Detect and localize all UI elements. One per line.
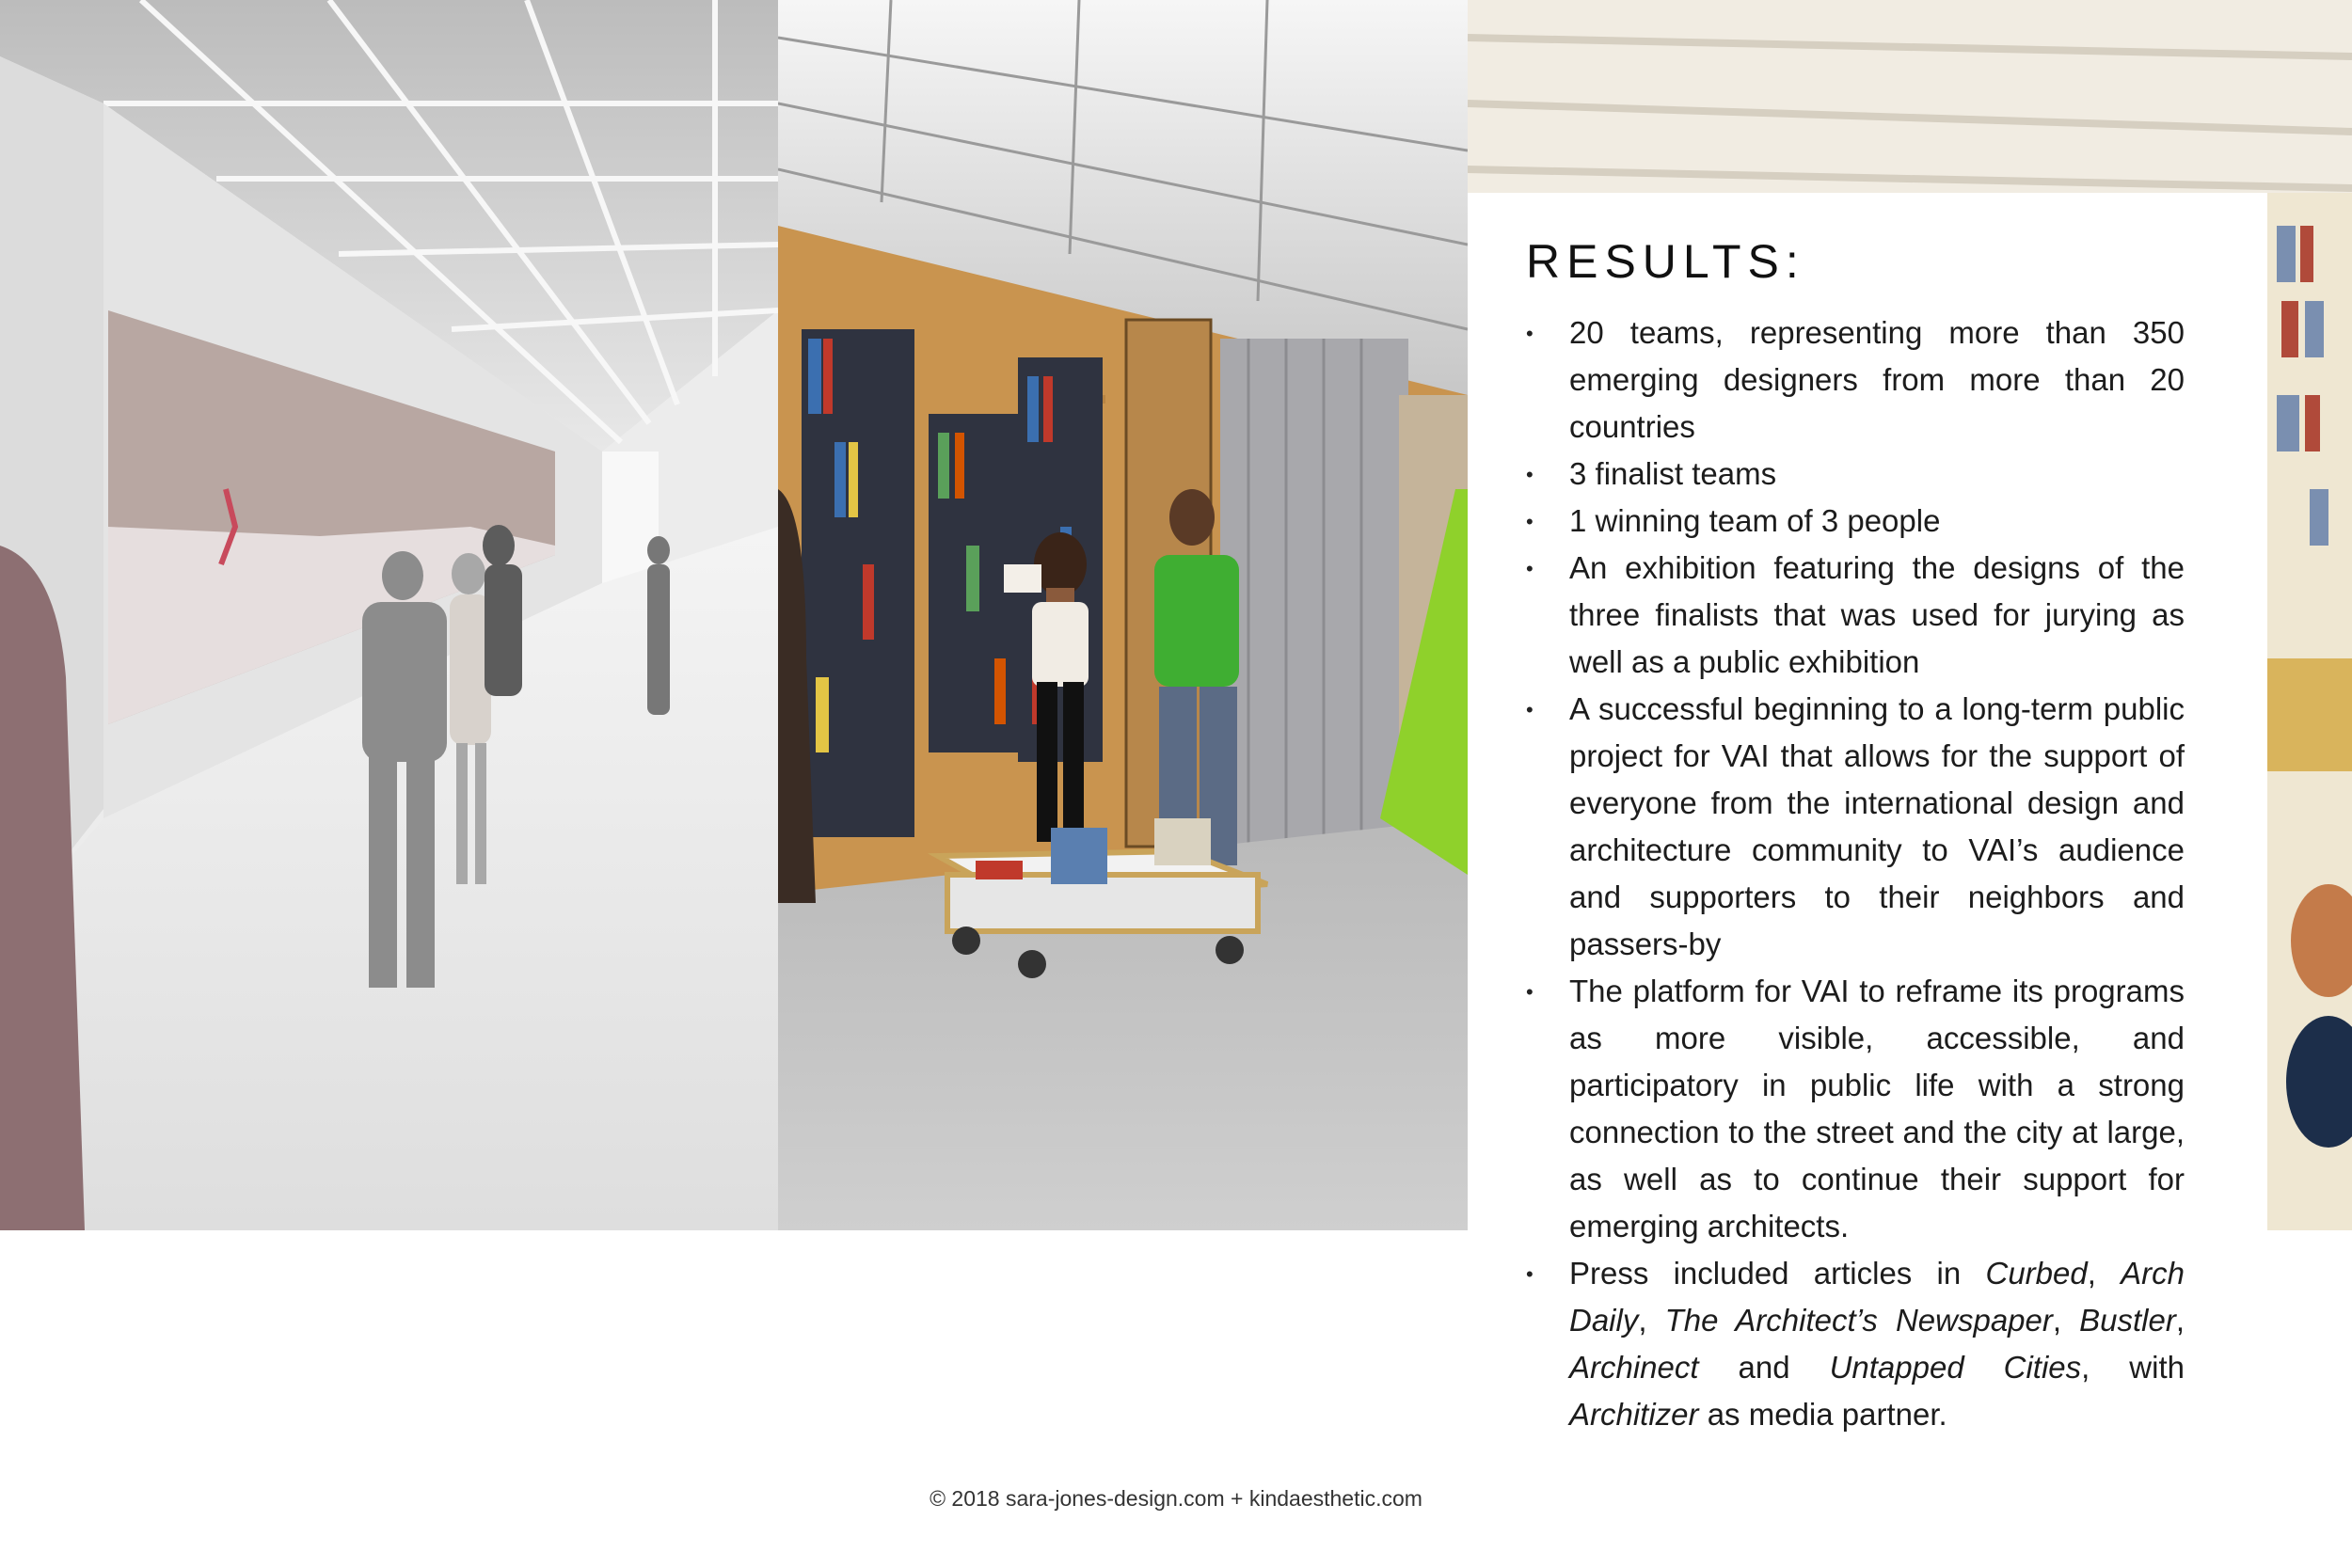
results-item [1526,545,2185,686]
results-item-text: , [2052,1303,2080,1338]
gallery-corridor-rendering [0,0,778,1230]
results-card [1468,193,2267,1524]
publication-name: Untapped Cities [1829,1350,2082,1385]
results-item-text: , [2175,1303,2185,1338]
bookshelf-wall-rendering [778,0,1468,1230]
results-item-text: A successful beginning to a long-term public project for VAI that allows for the support of everyone from the international design and architecture community to VAI’s audience and supporters to their neighbors and passers-by [1569,691,2185,961]
results-item-text: as media partner. [1698,1397,1947,1432]
results-item-text: 3 finalist teams [1569,456,1777,491]
bookshelf-wall-image [778,0,1468,1230]
results-item-text: and [1698,1350,1830,1385]
results-item [1526,451,2185,498]
publication-name: Arch Daily [1569,1256,2185,1338]
results-item [1526,1250,2185,1438]
results-list [1526,309,2185,1438]
results-title: RESULTS: [1526,235,1805,288]
results-item [1526,498,2185,545]
results-item-text: , [2087,1256,2122,1291]
results-item [1526,309,2185,451]
results-item-text: , [1638,1303,1665,1338]
results-item-text: 20 teams, representing more than 350 emerging designers from more than 20 countries [1569,315,2185,444]
results-item [1526,686,2185,968]
results-item-text: , with [2081,1350,2185,1385]
results-item-text: Press included articles in [1569,1256,1986,1291]
gallery-corridor-image [0,0,778,1230]
results-item-text: The platform for VAI to reframe its programs as more visible, accessible, and participatory in public life with a strong connection to the street and the city at large, as well as to continue their support for emerging architects. [1569,974,2185,1243]
publication-name: The Architect’s Newspaper [1664,1303,2053,1338]
publication-name: Curbed [1985,1256,2088,1291]
publication-name: Bustler [2079,1303,2176,1338]
publication-name: Archinect [1569,1350,1699,1385]
publication-name: Architizer [1569,1397,1699,1432]
results-item-text: An exhibition featuring the designs of the three finalists that was used for jurying as well as a public exhibition [1569,550,2185,679]
results-item-text: 1 winning team of 3 people [1569,503,1941,538]
results-item [1526,968,2185,1250]
footer-copyright: © 2018 sara-jones-design.com + kindaesthetic.com [930,1486,1422,1511]
